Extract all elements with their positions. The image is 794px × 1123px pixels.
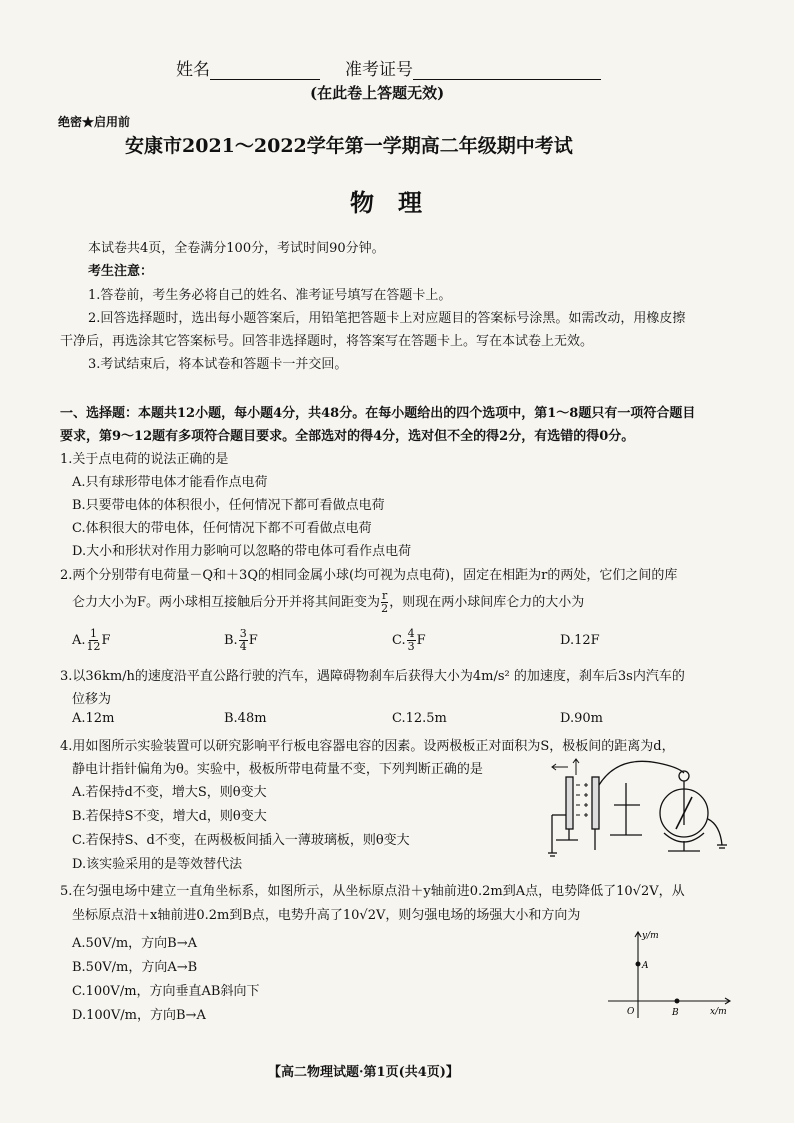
q2-stem-post: ，则现在两小球间库仑力的大小为 — [389, 595, 585, 610]
q1-stem: 1.关于点电荷的说法正确的是 — [60, 452, 229, 467]
name-field — [176, 55, 320, 80]
q2-fraction — [381, 590, 388, 615]
section-heading: 一、选择题：本题共12小题，每小题4分，共48分。在每小题给出的四个选项中，第1～8题只有一项符合题目 — [60, 406, 696, 421]
q3-option-c: C.12.5m — [392, 711, 447, 726]
q2-option-a-unit: F — [101, 633, 111, 648]
q2-option-c-num: 4 — [407, 627, 415, 640]
q2-option-c — [392, 628, 426, 653]
q1-option-b: B.只要带电体的体积很小，任何情况下都可看做点电荷 — [72, 498, 385, 513]
q3-option-a: A.12m — [72, 711, 115, 726]
origin-label: O — [627, 1007, 635, 1017]
q2-option-d — [560, 633, 600, 648]
movement-arrows — [552, 759, 579, 775]
x-axis-label: x/m — [710, 1007, 727, 1017]
q2-option-a-label: A. — [72, 633, 86, 648]
q5-coordinate-figure — [600, 926, 740, 1022]
q4-option-a: A.若保持d不变，增大S，则θ变大 — [72, 785, 267, 800]
q2-option-b-unit: F — [248, 633, 258, 648]
q2-option-b — [224, 628, 258, 653]
left-plate — [566, 777, 573, 829]
q2-option-a-num: 1 — [90, 627, 98, 640]
q4-option-d: D.该实验采用的是等效替代法 — [72, 857, 243, 872]
note-1: 1.答卷前，考生务必将自己的姓名、准考证号填写在答题卡上。 — [88, 288, 452, 303]
no-answer-notice: (在此卷上答题无效) — [310, 84, 445, 102]
q4-option-b: B.若保持S不变，增大d，则θ变大 — [72, 809, 267, 824]
exam-title: 安康市2021～2022学年第一学期高二年级期中考试 — [125, 135, 573, 157]
q2-option-b-fraction — [239, 628, 248, 653]
q2-option-d-text: 12F — [574, 633, 600, 648]
q1-option-a: A.只有球形带电体才能看作点电荷 — [72, 475, 268, 490]
name-blank — [210, 64, 320, 80]
capacitor-apparatus-figure — [548, 755, 738, 865]
q2-option-b-num: 3 — [239, 627, 247, 640]
attention-title: 考生注意： — [88, 264, 154, 279]
q2-option-c-fraction — [407, 628, 416, 653]
right-plate — [592, 777, 599, 829]
point-a — [636, 962, 641, 967]
q3-stem-cont: 位移为 — [72, 692, 112, 707]
q2-fraction-den: 2 — [381, 602, 389, 615]
q3-option-b: B.48m — [224, 711, 267, 726]
name-label: 姓名 — [176, 60, 210, 80]
subject-title: 物 理 — [350, 188, 422, 217]
q5-stem-cont: 坐标原点沿＋x轴前进0.2m到B点，电势升高了10√2V，则匀强电场的场强大小和方向为 — [72, 908, 581, 923]
section-heading-cont: 要求，第9～12题有多项符合题目要求。全部选对的得4分，选对但不全的得2分，有选错的得0分。 — [60, 429, 635, 444]
charge-marks — [576, 783, 588, 817]
exam-summary: 本试卷共4页，全卷满分100分，考试时间90分钟。 — [88, 241, 385, 256]
q2-option-c-unit: F — [416, 633, 426, 648]
q2-option-a — [72, 628, 111, 653]
q2-option-a-den: 12 — [86, 640, 101, 653]
q2-fraction-num: r — [382, 589, 388, 602]
q5-option-d: D.100V/m，方向B→A — [72, 1008, 206, 1023]
note-2: 2.回答选择题时，选出每小题答案后，用铅笔把答题卡上对应题目的答案标号涂黑。如需改动，用橡皮擦 — [88, 311, 686, 326]
exam-id-label: 准考证号 — [345, 60, 413, 80]
q2-stem-cont — [72, 590, 584, 615]
q2-stem-pre: 仑力大小为F。两小球相互接触后分开并将其间距变为 — [72, 595, 381, 610]
q2-option-c-label: C. — [392, 633, 406, 648]
q5-stem: 5.在匀强电场中建立一直角坐标系，如图所示，从坐标原点沿＋y轴前进0.2m到A点，电势降低了10√2V，从 — [60, 884, 685, 899]
exam-id-blank — [413, 64, 601, 80]
q2-option-b-den: 4 — [239, 640, 247, 653]
q4-stem: 4.用如图所示实验装置可以研究影响平行板电容器电容的因素。设两极板正对面积为S，极板间的距离为d， — [60, 739, 675, 754]
q1-option-d: D.大小和形状对作用力影响可以忽略的带电体可看作点电荷 — [72, 544, 412, 559]
note-3: 3.考试结束后，将本试卷和答题卡一并交回。 — [88, 357, 348, 372]
point-b — [675, 999, 680, 1004]
q3-option-d: D.90m — [560, 711, 603, 726]
q4-option-c: C.若保持S、d不变，在两极板间插入一薄玻璃板，则θ变大 — [72, 833, 410, 848]
q5-option-b: B.50V/m，方向A→B — [72, 960, 198, 975]
q1-option-c: C.体积很大的带电体，任何情况下都不可看做点电荷 — [72, 521, 372, 536]
point-a-label: A — [642, 961, 649, 971]
exam-id-field — [345, 55, 601, 80]
q3-stem: 3.以36km/h的速度沿平直公路行驶的汽车，遇障碍物刹车后获得大小为4m/s² 的加速度，刹车后3s内汽车的 — [60, 669, 685, 684]
q5-option-a: A.50V/m，方向B→A — [72, 936, 197, 951]
q2-stem: 2.两个分别带有电荷量－Q和＋3Q的相同金属小球(均可视为点电荷)，固定在相距为r的两处，它们之间的库 — [60, 568, 678, 583]
q4-stem-cont: 静电计指针偏角为θ。实验中，极板所带电荷量不变，下列判断正确的是 — [72, 762, 483, 777]
page-footer: 【高二物理试题·第1页(共4页)】 — [268, 1065, 459, 1080]
q2-option-c-den: 3 — [407, 640, 415, 653]
q2-option-b-label: B. — [224, 633, 238, 648]
q2-option-a-fraction — [87, 628, 101, 653]
q5-option-c: C.100V/m，方向垂直AB斜向下 — [72, 984, 260, 999]
secret-mark: 绝密★启用前 — [58, 115, 131, 129]
q2-option-d-label: D. — [560, 633, 575, 648]
point-b-label: B — [672, 1008, 679, 1018]
y-axis-label: y/m — [642, 931, 659, 941]
note-2-cont: 干净后，再选涂其它答案标号。回答非选择题时，将答案写在答题卡上。写在本试卷上无效。 — [60, 334, 594, 349]
